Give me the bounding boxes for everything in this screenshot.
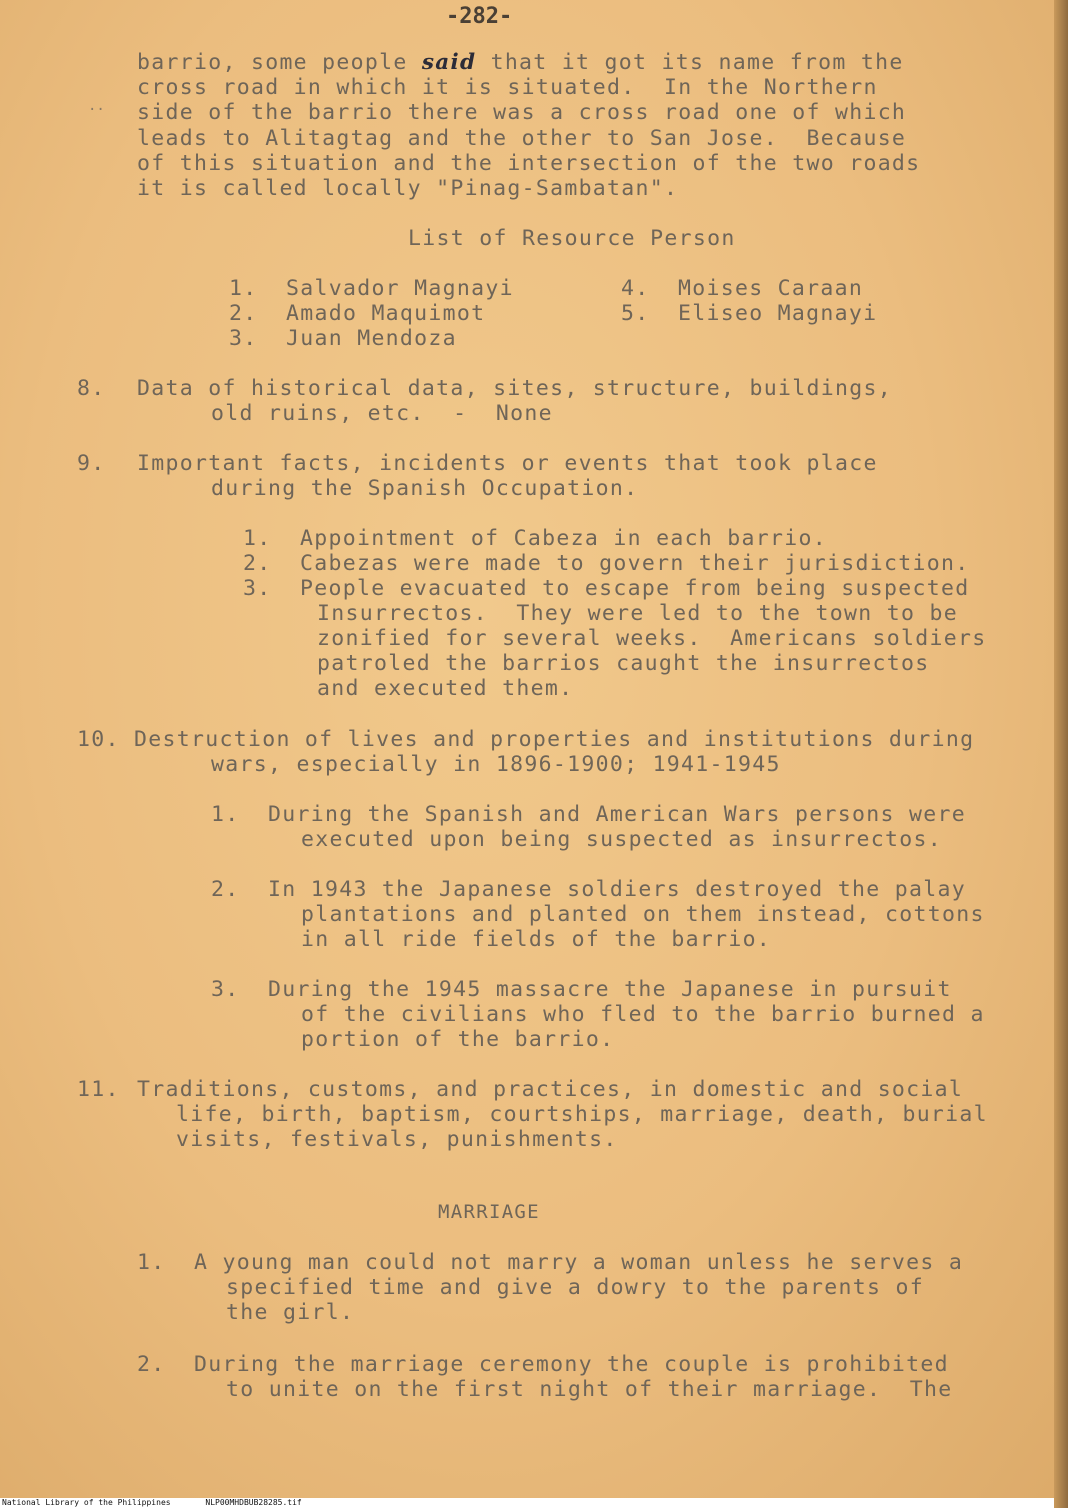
intro-line-2: cross road in which it is situated. In the Northern bbox=[137, 75, 878, 100]
item-8-line-2: old ruins, etc. - None bbox=[211, 401, 553, 426]
item-10-sub-2-cont-1: plantations and planted on them instead, cottons bbox=[301, 902, 985, 927]
item-11-number: 11. bbox=[77, 1077, 120, 1102]
item-9-sub-3-cont-2: zonified for several weeks. Americans soldiers bbox=[317, 626, 987, 651]
item-10-line-2: wars, especially in 1896-1900; 1941-1945 bbox=[211, 752, 781, 777]
marriage-item-2-cont: to unite on the first night of their marriage. The bbox=[226, 1377, 953, 1402]
intro-line-4: leads to Alitagtag and the other to San Jose. Because bbox=[137, 126, 907, 151]
marriage-item-2: 2. During the marriage ceremony the couple is prohibited bbox=[137, 1352, 949, 1377]
resource-person-5: 5. Eliseo Magnayi bbox=[621, 301, 878, 326]
page-edge bbox=[1054, 0, 1068, 1508]
item-10-sub-1-cont: executed upon being suspected as insurrectos. bbox=[301, 827, 942, 852]
item-11-line-2: life, birth, baptism, courtships, marriage, death, burial bbox=[176, 1102, 988, 1127]
item-8-line-1: Data of historical data, sites, structure, buildings, bbox=[137, 376, 892, 401]
item-10-sub-3-cont-2: portion of the barrio. bbox=[301, 1027, 615, 1052]
scan-footer bbox=[0, 1498, 1054, 1508]
intro-line-1-end: that it got its name from the bbox=[476, 50, 904, 75]
item-10-sub-1: 1. During the Spanish and American Wars persons were bbox=[211, 802, 966, 827]
item-9-sub-3-cont-3: patroled the barrios caught the insurrectos bbox=[317, 651, 930, 676]
item-10-number: 10. bbox=[77, 727, 120, 752]
marriage-heading: MARRIAGE bbox=[438, 1201, 540, 1223]
intro-line-3: side of the barrio there was a cross road one of which bbox=[137, 100, 907, 125]
page-number: -282- bbox=[446, 4, 513, 29]
resource-person-3: 3. Juan Mendoza bbox=[229, 326, 457, 351]
item-9-sub-3: 3. People evacuated to escape from being suspected bbox=[243, 576, 970, 601]
resource-person-2: 2. Amado Maquimot bbox=[229, 301, 486, 326]
item-10-sub-3: 3. During the 1945 massacre the Japanese in pursuit bbox=[211, 977, 952, 1002]
item-9-line-1: Important facts, incidents or events that took place bbox=[137, 451, 878, 476]
marriage-item-1: 1. A young man could not marry a woman unless he serves a bbox=[137, 1250, 964, 1275]
footer-filename: NLP00MHDBUB28285.tif bbox=[205, 1498, 302, 1507]
item-9-line-2: during the Spanish Occupation. bbox=[211, 476, 639, 501]
item-9-sub-3-cont-4: and executed them. bbox=[317, 676, 574, 701]
item-10-sub-3-cont-1: of the civilians who fled to the barrio burned a bbox=[301, 1002, 985, 1027]
item-9-sub-1: 1. Appointment of Cabeza in each barrio. bbox=[243, 526, 828, 551]
margin-mark: .. bbox=[88, 98, 105, 114]
item-9-sub-2: 2. Cabezas were made to govern their jurisdiction. bbox=[243, 551, 970, 576]
item-9-sub-3-cont-1: Insurrectos. They were led to the town to be bbox=[317, 601, 958, 626]
intro-line-1 bbox=[137, 52, 904, 74]
handwritten-correction: said bbox=[421, 50, 477, 75]
intro-line-6: it is called locally "Pinag-Sambatan". bbox=[137, 176, 679, 201]
resource-person-1: 1. Salvador Magnayi bbox=[229, 276, 514, 301]
item-11-line-3: visits, festivals, punishments. bbox=[176, 1127, 618, 1152]
item-10-line-1: Destruction of lives and properties and institutions during bbox=[134, 727, 975, 752]
resource-heading: List of Resource Person bbox=[408, 226, 736, 251]
item-8-number: 8. bbox=[77, 376, 106, 401]
marriage-item-1-cont-1: specified time and give a dowry to the parents of bbox=[226, 1275, 924, 1300]
item-11-line-1: Traditions, customs, and practices, in domestic and social bbox=[137, 1077, 964, 1102]
marriage-item-1-cont-2: the girl. bbox=[226, 1300, 355, 1325]
footer-library: National Library of the Philippines bbox=[2, 1498, 171, 1507]
intro-line-1-start: barrio, some people bbox=[137, 50, 422, 75]
resource-person-4: 4. Moises Caraan bbox=[621, 276, 864, 301]
item-10-sub-2-cont-2: in all ride fields of the barrio. bbox=[301, 927, 772, 952]
item-9-number: 9. bbox=[77, 451, 106, 476]
intro-line-5: of this situation and the intersection of the two roads bbox=[137, 151, 921, 176]
item-10-sub-2: 2. In 1943 the Japanese soldiers destroyed the palay bbox=[211, 877, 966, 902]
